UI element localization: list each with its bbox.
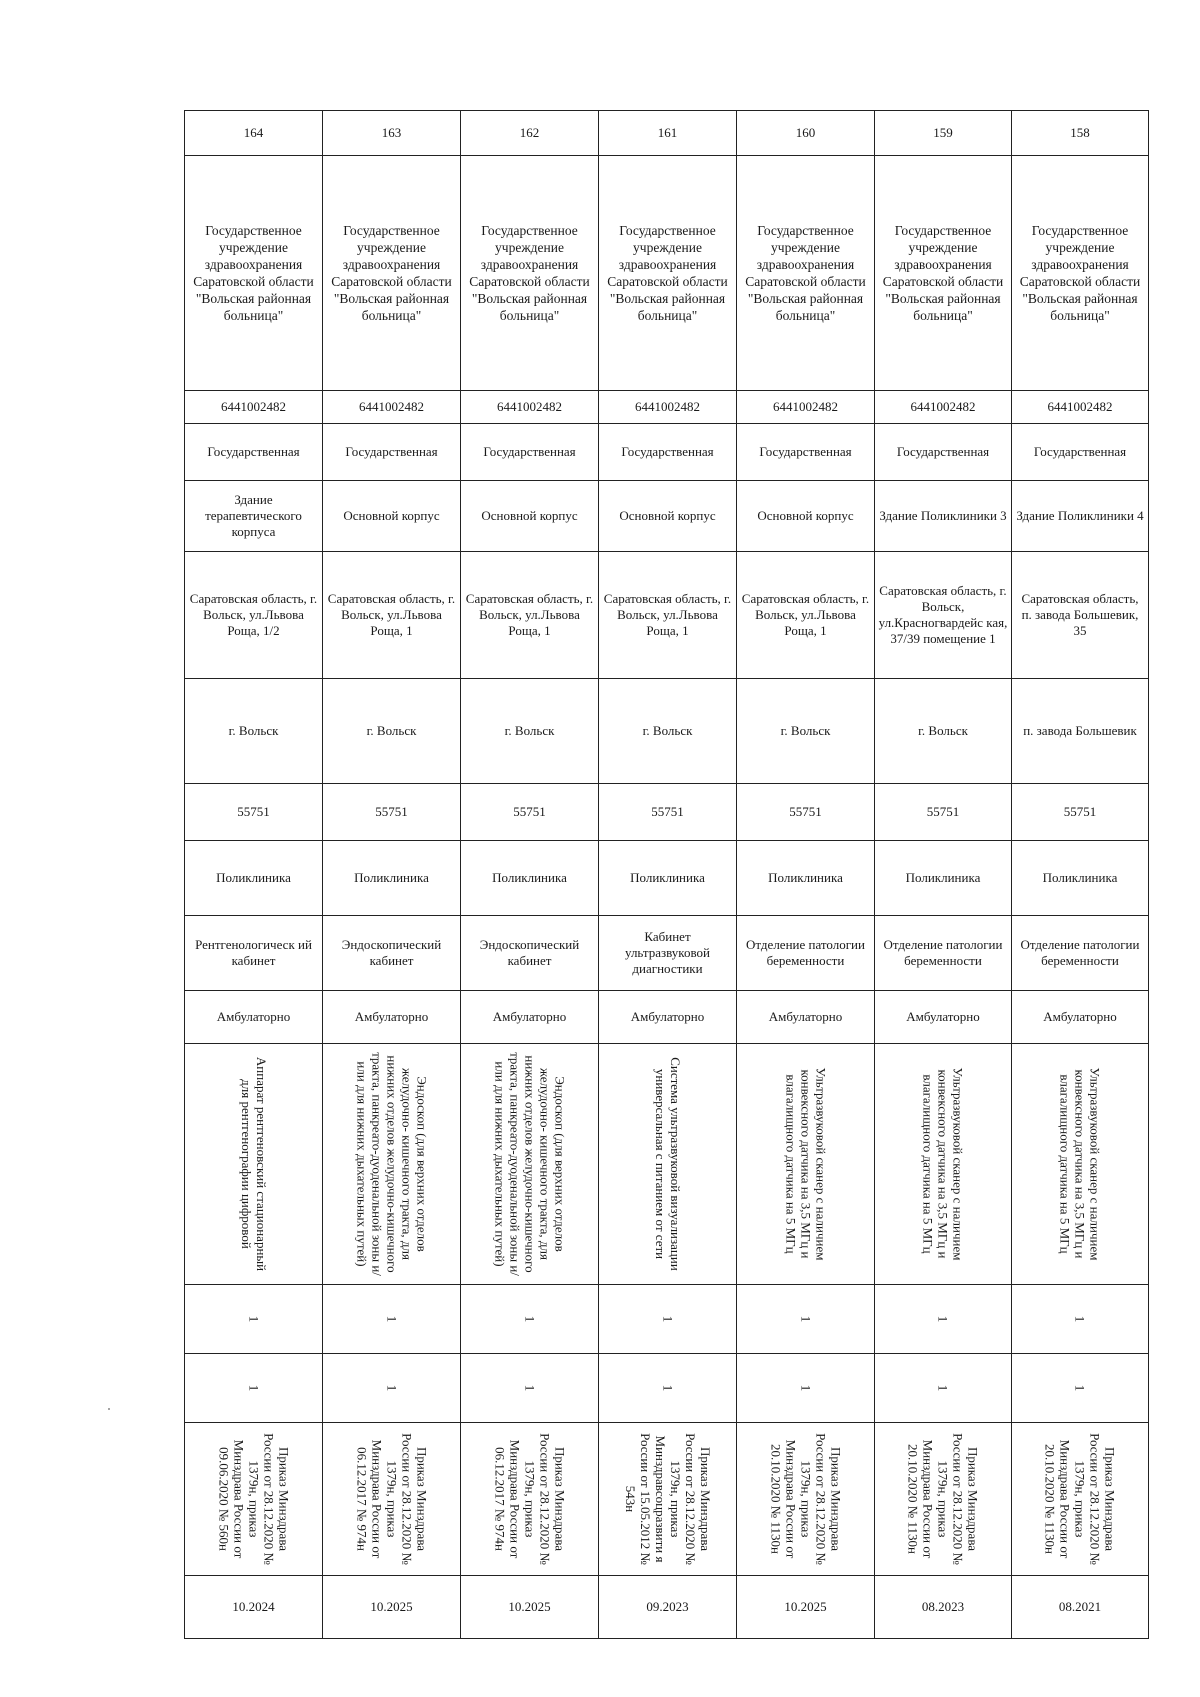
- cell-organization: Государственное учреждение здравоохранения Саратовской области "Вольская районная больница": [737, 156, 875, 391]
- regulation-text: Приказ Минздрава России от 28.12.2020 № 1379н, приказ Минздрава России от 06.12.2017 № 974н: [492, 1433, 567, 1565]
- cell-code: 55751: [1012, 784, 1149, 841]
- cell-date: 10.2025: [737, 1576, 875, 1639]
- cell-ownership: Государственная: [323, 424, 461, 481]
- cell-department: Эндоскопический кабинет: [461, 916, 599, 991]
- cell-code: 55751: [461, 784, 599, 841]
- cell-inn: 6441002482: [875, 391, 1012, 424]
- cell-building: Здание терапевтического корпуса: [185, 481, 323, 552]
- cell-department: Отделение патологии беременности: [737, 916, 875, 991]
- quantity-available: 1: [798, 1384, 813, 1392]
- equipment-text: Эндоскоп (для верхних отделов желудочно- кишечного тракта, для нижних отделов желудочно-кишечного тракта, панкреато-дуоденальной зоны и/или для нижних дыхательных путей): [492, 1052, 567, 1276]
- cell-facility-type: Поликлиника: [875, 841, 1012, 916]
- cell-address: Саратовская область, п. завода Большевик, 35: [1012, 552, 1149, 679]
- quantity-required: 1: [935, 1315, 951, 1323]
- row-settlement: [185, 679, 1149, 784]
- row-equipment: [185, 1044, 1149, 1285]
- cell-number: 159: [875, 111, 1012, 156]
- cell-ownership: Государственная: [875, 424, 1012, 481]
- cell-building: Здание Поликлиники 3: [875, 481, 1012, 552]
- regulation-text: Приказ Минздрава России от 28.12.2020 № 1379н, приказ Минздрава России от 20.10.2020 № 1130н: [1042, 1433, 1118, 1565]
- quantity-required: 1: [798, 1315, 813, 1323]
- cell-facility-type: Поликлиника: [737, 841, 875, 916]
- cell-settlement: г. Вольск: [599, 679, 737, 784]
- row-building: [185, 481, 1149, 552]
- cell-department: Отделение патологии беременности: [1012, 916, 1149, 991]
- cell-care-condition: Амбулаторно: [737, 991, 875, 1044]
- cell-code: 55751: [737, 784, 875, 841]
- row-quantity-required: [185, 1285, 1149, 1354]
- cell-number: 163: [323, 111, 461, 156]
- cell-address: Саратовская область, г. Вольск, ул.Львова Роща, 1: [737, 552, 875, 679]
- cell-building: Основной корпус: [599, 481, 737, 552]
- equipment-text: Эндоскоп (для верхних отделов желудочно- кишечного тракта, для нижних отделов желудочно-кишечного тракта, панкреато-дуоденальной зоны и/или для нижних дыхательных путей): [354, 1052, 429, 1276]
- quantity-available: 1: [246, 1384, 261, 1392]
- row-regulation: [185, 1423, 1149, 1576]
- cell-number: 162: [461, 111, 599, 156]
- cell-code: 55751: [185, 784, 323, 841]
- quantity-required: 1: [246, 1315, 261, 1323]
- cell-facility-type: Поликлиника: [599, 841, 737, 916]
- cell-settlement: п. завода Большевик: [1012, 679, 1149, 784]
- cell-building: Основной корпус: [461, 481, 599, 552]
- quantity-available: 1: [522, 1384, 537, 1392]
- cell-number: 161: [599, 111, 737, 156]
- row-code: [185, 784, 1149, 841]
- cell-equipment: [737, 1044, 875, 1285]
- cell-ownership: Государственная: [599, 424, 737, 481]
- cell-inn: 6441002482: [599, 391, 737, 424]
- cell-building: Основной корпус: [323, 481, 461, 552]
- cell-facility-type: Поликлиника: [461, 841, 599, 916]
- cell-ownership: Государственная: [185, 424, 323, 481]
- cell-address: Саратовская область, г. Вольск, ул.Львова Роща, 1/2: [185, 552, 323, 679]
- cell-settlement: г. Вольск: [323, 679, 461, 784]
- row-department: [185, 916, 1149, 991]
- row-address: [185, 552, 1149, 679]
- cell-settlement: г. Вольск: [185, 679, 323, 784]
- cell-equipment: [1012, 1044, 1149, 1285]
- cell-date: 10.2025: [323, 1576, 461, 1639]
- cell-department: Эндоскопический кабинет: [323, 916, 461, 991]
- equipment-text: Аппарат рентгеновский стационарный для рентгенографии цифровой: [238, 1056, 269, 1272]
- quantity-available: 1: [660, 1384, 675, 1392]
- cell-building: Основной корпус: [737, 481, 875, 552]
- cell-settlement: г. Вольск: [737, 679, 875, 784]
- row-record-number: [185, 111, 1149, 156]
- cell-inn: 6441002482: [737, 391, 875, 424]
- cell-department: Рентгенологическ ий кабинет: [185, 916, 323, 991]
- cell-equipment: [599, 1044, 737, 1285]
- cell-inn: 6441002482: [185, 391, 323, 424]
- regulation-text: Приказ Минздрава России от 28.12.2020 № 1379н, приказ Минздрава России от 20.10.2020 № 1130н: [768, 1433, 843, 1565]
- cell-inn: 6441002482: [461, 391, 599, 424]
- cell-facility-type: Поликлиника: [185, 841, 323, 916]
- cell-building: Здание Поликлиники 4: [1012, 481, 1149, 552]
- cell-date: 09.2023: [599, 1576, 737, 1639]
- cell-facility-type: Поликлиника: [1012, 841, 1149, 916]
- cell-code: 55751: [323, 784, 461, 841]
- cell-equipment: [185, 1044, 323, 1285]
- equipment-text: Система ультразвуковой визуализации универсальная с питанием от сети: [652, 1057, 683, 1271]
- row-date: [185, 1576, 1149, 1639]
- cell-equipment: [323, 1044, 461, 1285]
- cell-number: 164: [185, 111, 323, 156]
- cell-number: 160: [737, 111, 875, 156]
- cell-ownership: Государственная: [737, 424, 875, 481]
- cell-department: Отделение патологии беременности: [875, 916, 1012, 991]
- regulation-text: Приказ Минздрава России от 28.12.2020 № 1379н, приказ Минздравсоцразвити я России от 15.05.2012 № 543н: [622, 1433, 713, 1565]
- equipment-text: Ультразвуковой сканер с наличием конвексного датчика на 3,5 МГц и влагалищного датчика на 5 МГц: [920, 1067, 966, 1261]
- equipment-text: Ультразвуковой сканер с наличием конвексного датчика на 3,5 МГц и влагалищного датчика на 5 МГц: [783, 1067, 828, 1261]
- row-organization: [185, 156, 1149, 391]
- row-care-condition: [185, 991, 1149, 1044]
- cell-date: 10.2025: [461, 1576, 599, 1639]
- quantity-required: 1: [1072, 1315, 1088, 1323]
- equipment-register-table: [184, 110, 1149, 1639]
- quantity-available: 1: [1072, 1384, 1088, 1392]
- cell-organization: Государственное учреждение здравоохранения Саратовской области "Вольская районная больница": [599, 156, 737, 391]
- cell-care-condition: Амбулаторно: [461, 991, 599, 1044]
- quantity-available: 1: [384, 1384, 399, 1392]
- regulation-text: Приказ Минздрава России от 28.12.2020 № 1379н, приказ Минздрава России от 09.06.2020 № 560н: [216, 1433, 291, 1565]
- quantity-required: 1: [660, 1315, 675, 1323]
- cell-organization: Государственное учреждение здравоохранения Саратовской области "Вольская районная больница": [1012, 156, 1149, 391]
- regulation-text: Приказ Минздрава России от 28.12.2020 № 1379н, приказ Минздрава России от 20.10.2020 № 1130н: [905, 1433, 981, 1565]
- cell-organization: Государственное учреждение здравоохранения Саратовской области "Вольская районная больница": [875, 156, 1012, 391]
- cell-settlement: г. Вольск: [461, 679, 599, 784]
- cell-equipment: [875, 1044, 1012, 1285]
- cell-code: 55751: [875, 784, 1012, 841]
- quantity-required: 1: [522, 1315, 537, 1323]
- cell-facility-type: Поликлиника: [323, 841, 461, 916]
- row-ownership: [185, 424, 1149, 481]
- cell-address: Саратовская область, г. Вольск, ул.Львова Роща, 1: [461, 552, 599, 679]
- cell-ownership: Государственная: [1012, 424, 1149, 481]
- cell-department: Кабинет ультразвуковой диагностики: [599, 916, 737, 991]
- cell-code: 55751: [599, 784, 737, 841]
- cell-inn: 6441002482: [323, 391, 461, 424]
- cell-address: Саратовская область, г. Вольск, ул.Красногвардейс кая, 37/39 помещение 1: [875, 552, 1012, 679]
- scan-speck: [108, 1408, 110, 1410]
- cell-organization: Государственное учреждение здравоохранения Саратовской области "Вольская районная больница": [185, 156, 323, 391]
- row-inn: [185, 391, 1149, 424]
- regulation-text: Приказ Минздрава России от 28.12.2020 № 1379н, приказ Минздрава России от 06.12.2017 № 974н: [354, 1433, 429, 1565]
- cell-organization: Государственное учреждение здравоохранения Саратовской области "Вольская районная больница": [323, 156, 461, 391]
- cell-inn: 6441002482: [1012, 391, 1149, 424]
- cell-date: 10.2024: [185, 1576, 323, 1639]
- cell-care-condition: Амбулаторно: [323, 991, 461, 1044]
- cell-organization: Государственное учреждение здравоохранения Саратовской области "Вольская районная больница": [461, 156, 599, 391]
- cell-ownership: Государственная: [461, 424, 599, 481]
- cell-number: 158: [1012, 111, 1149, 156]
- quantity-required: 1: [384, 1315, 399, 1323]
- cell-settlement: г. Вольск: [875, 679, 1012, 784]
- equipment-text: Ультразвуковой сканер с наличием конвексного датчика на 3,5 МГц и влагалищного датчика на 5 МГц: [1057, 1067, 1103, 1261]
- cell-care-condition: Амбулаторно: [599, 991, 737, 1044]
- cell-care-condition: Амбулаторно: [185, 991, 323, 1044]
- cell-address: Саратовская область, г. Вольск, ул.Львова Роща, 1: [323, 552, 461, 679]
- cell-equipment: [461, 1044, 599, 1285]
- cell-date: 08.2021: [1012, 1576, 1149, 1639]
- cell-date: 08.2023: [875, 1576, 1012, 1639]
- row-quantity-available: [185, 1354, 1149, 1423]
- row-facility-type: [185, 841, 1149, 916]
- cell-care-condition: Амбулаторно: [875, 991, 1012, 1044]
- cell-care-condition: Амбулаторно: [1012, 991, 1149, 1044]
- quantity-available: 1: [935, 1384, 951, 1392]
- cell-address: Саратовская область, г. Вольск, ул.Львова Роща, 1: [599, 552, 737, 679]
